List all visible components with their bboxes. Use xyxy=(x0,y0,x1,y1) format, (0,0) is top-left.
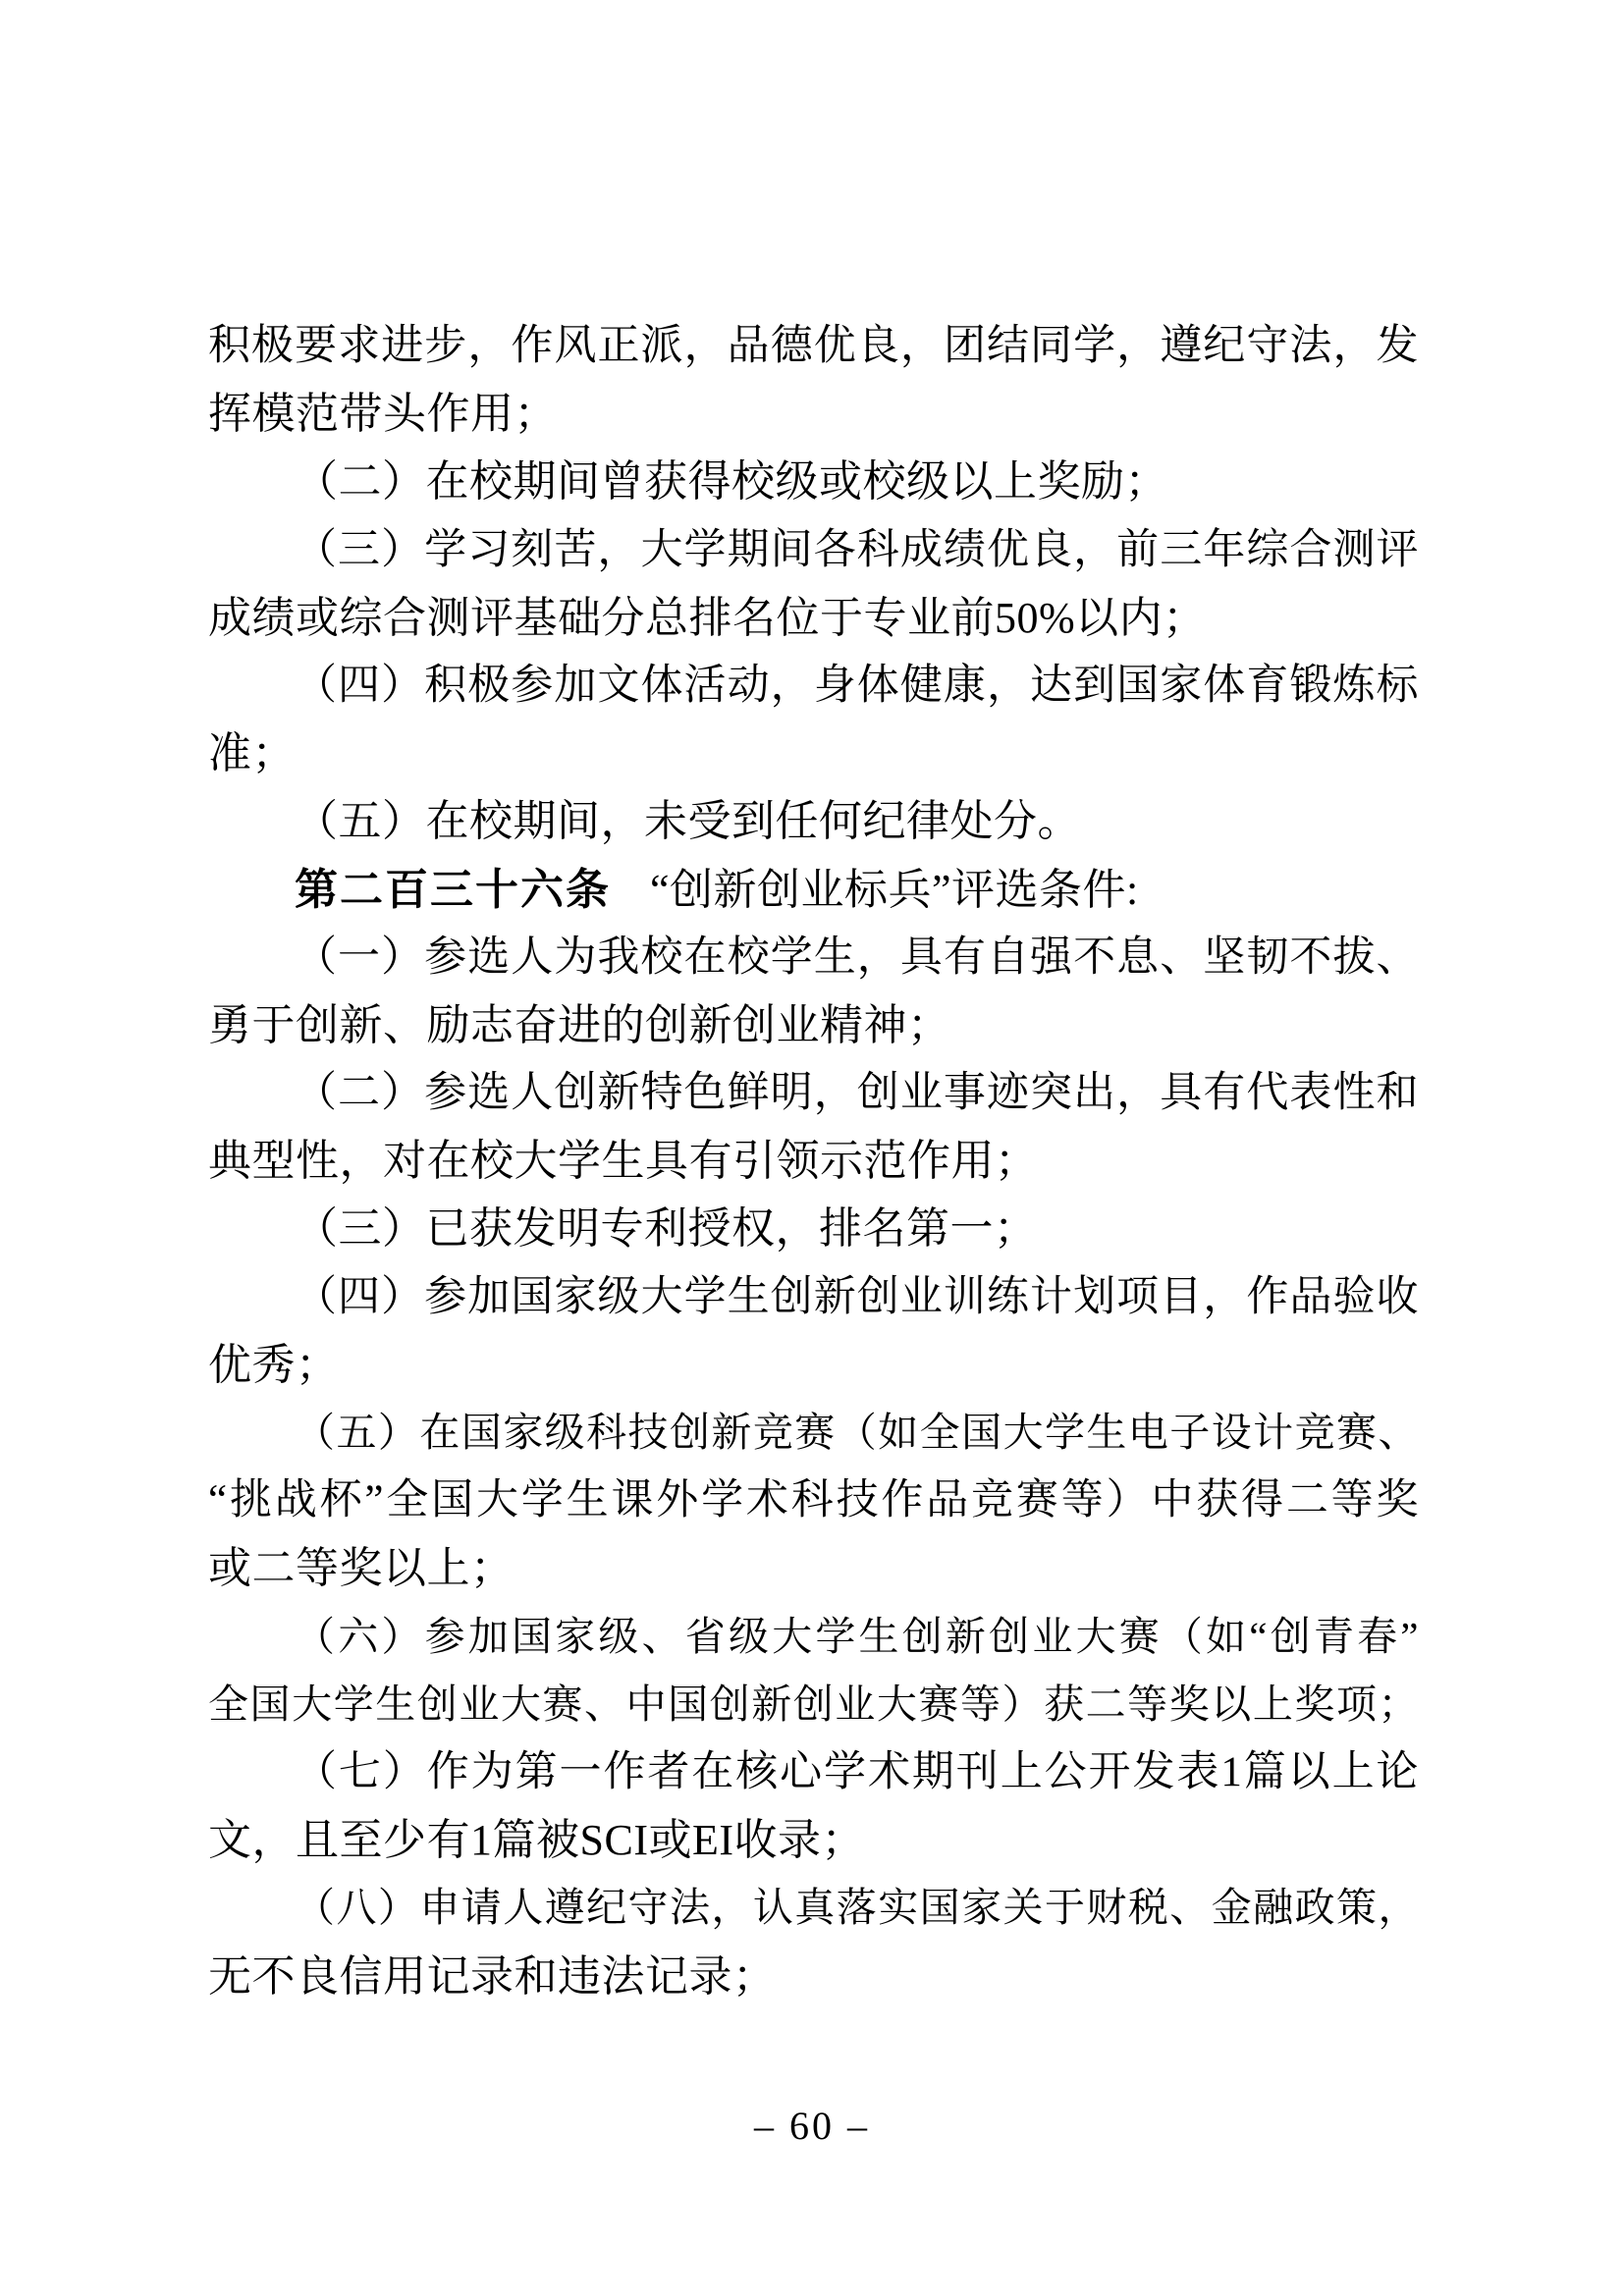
body-text-line: （六）参加国家级、省级大学生创新创业大赛（如“创青春” xyxy=(295,1613,1419,1659)
article-heading xyxy=(208,856,1419,924)
body-text-line: 全国大学生创业大赛、中国创新创业大赛等）获二等奖以上奖项； xyxy=(208,1681,1419,1727)
article-number: 第二百三十六条 xyxy=(295,865,611,914)
body-text-line: 积极要求进步，作风正派，品德优良，团结同学，遵纪守法，发 xyxy=(208,323,1419,369)
body-text-line: （二）在校期间曾获得校级或校级以上奖励； xyxy=(295,457,1168,507)
body-text-line: （四）积极参加文体活动，身体健康，达到国家体育锻炼标 xyxy=(295,662,1419,709)
body-text-line: 无不良信用记录和违法记录； xyxy=(208,1951,777,2001)
body-text-line: “挑战杯”全国大学生课外学术科技作品竞赛等）中获得二等奖 xyxy=(208,1477,1419,1524)
body-text-line: 文，且至少有1篇被SCI或EI收录； xyxy=(208,1816,865,1865)
body-text-line: （四）参加国家级大学生创新创业训练计划项目，作品验收 xyxy=(295,1273,1419,1320)
body-text-line: 优秀； xyxy=(208,1340,340,1389)
body-text-line: 成绩或综合测评基础分总排名位于专业前50%以内； xyxy=(208,593,1207,642)
body-text-line: （八）申请人遵纪守法，认真落实国家关于财税、金融政策， xyxy=(295,1885,1419,1931)
body-text-line: （二）参选人创新特色鲜明，创业事迹突出，具有代表性和 xyxy=(295,1070,1419,1117)
body-text-line: 勇于创新、励志奋进的创新创业精神； xyxy=(208,1000,951,1049)
body-text-line: 或二等奖以上； xyxy=(208,1544,514,1593)
body-text-line: （一）参选人为我校在校学生，具有自强不息、坚韧不拔、 xyxy=(295,934,1419,981)
body-text-line: 挥模范带头作用； xyxy=(208,390,558,439)
body-text-line: （三）学习刻苦，大学期间各科成绩优良，前三年综合测评 xyxy=(295,526,1419,573)
body-text-line: （五）在国家级科技创新竞赛（如全国大学生电子设计竞赛、 xyxy=(295,1410,1419,1455)
text-block xyxy=(208,312,1419,2010)
body-text-line: （五）在校期间，未受到任何纪律处分。 xyxy=(295,797,1081,846)
body-text-line: 准； xyxy=(208,729,296,778)
body-text-line: （七）作为第一作者在核心学术期刊上公开发表1篇以上论 xyxy=(295,1748,1419,1795)
article-title: “创新创业标兵”评选条件: xyxy=(650,865,1139,914)
body-text-line: （三）已获发明专利授权，排名第一； xyxy=(295,1204,1038,1254)
body-text-line: 典型性，对在校大学生具有引领示范作用； xyxy=(208,1137,1039,1186)
page-number: – 60 – xyxy=(754,2104,870,2148)
